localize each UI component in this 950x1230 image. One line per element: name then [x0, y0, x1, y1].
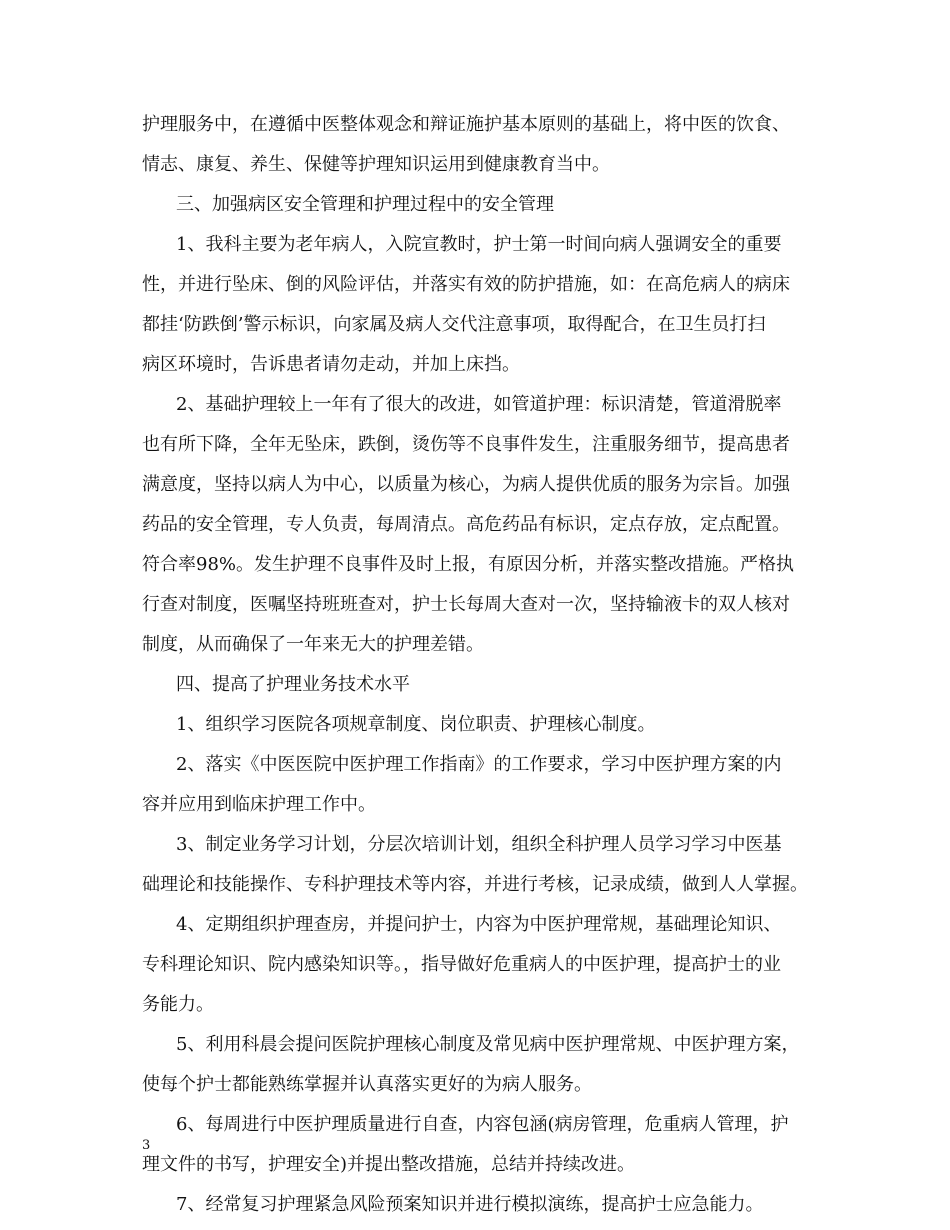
text-line: 符合率98%。发生护理不良事件及时上报，有原因分析，并落实整改措施。严格执 [142, 554, 795, 575]
text-line: 6、每周进行中医护理质量进行自查，内容包涵(病房管理，危重病人管理，护 [176, 1114, 789, 1135]
text-line: 药品的安全管理，专人负责，每周清点。高危药品有标识，定点存放，定点配置。 [142, 514, 790, 535]
text-line: 行查对制度，医嘱坚持班班查对，护士长每周大查对一次，坚持输液卡的双人核对 [142, 594, 790, 615]
text-line: 病区环境时，告诉患者请勿走动，并加上床挡。 [142, 354, 520, 375]
text-line: 7、经常复习护理紧急风险预案知识并进行模拟演练，提高护士应急能力。 [176, 1194, 764, 1215]
text-line: 3、制定业务学习计划，分层次培训计划，组织全科护理人员学习学习中医基 [176, 834, 782, 855]
text-line: 务能力。 [142, 994, 214, 1015]
text-line: 4、定期组织护理查房，并提问护士，内容为中医护理常规，基础理论知识、 [176, 914, 782, 935]
text-line: 满意度，坚持以病人为中心，以质量为核心，为病人提供优质的服务为宗旨。加强 [142, 474, 790, 495]
text-line: 护理服务中，在遵循中医整体观念和辩证施护基本原则的基础上，将中医的饮食、 [142, 114, 790, 135]
text-line: 容并应用到临床护理工作中。 [142, 794, 376, 815]
text-line: 2、基础护理较上一年有了很大的改进，如管道护理：标识清楚，管道滑脱率 [176, 394, 782, 415]
text-line: 2、落实《中医医院中医护理工作指南》的工作要求，学习中医护理方案的内 [176, 754, 782, 775]
text-line: 情志、康复、养生、保健等护理知识运用到健康教育当中。 [142, 154, 610, 175]
text-line: 制度，从而确保了一年来无大的护理差错。 [142, 634, 484, 655]
text-line: 5、利用科晨会提问医院护理核心制度及常见病中医护理常规、中医护理方案， [176, 1034, 800, 1055]
text-line: 础理论和技能操作、专科护理技术等内容，并进行考核，记录成绩，做到人人掌握。 [142, 874, 808, 895]
text-line: 使每个护士都能熟练掌握并认真落实更好的为病人服务。 [142, 1074, 592, 1095]
text-line: 也有所下降，全年无坠床，跌倒，烫伤等不良事件发生，注重服务细节，提高患者 [142, 434, 790, 455]
page-number: 3 [142, 1138, 151, 1153]
text-line: 专科理论知识、院内感染知识等。，指导做好危重病人的中医护理，提高护士的业 [142, 954, 781, 975]
text-line: 1、组织学习医院各项规章制度、岗位职责、护理核心制度。 [176, 714, 656, 735]
text-line: 1、我科主要为老年病人，入院宣教时，护士第一时间向病人强调安全的重要 [176, 234, 782, 255]
text-line: 理文件的书写，护理安全)并提出整改措施，总结并持续改进。 [142, 1154, 636, 1175]
text-line: 性，并进行坠床、倒的风险评估，并落实有效的防护措施，如：在高危病人的病床 [142, 274, 790, 295]
section-heading: 四、提高了护理业务技术水平 [176, 674, 410, 695]
text-line: 都挂‘防跌倒’警示标识，向家属及病人交代注意事项，取得配合，在卫生员打扫 [142, 314, 766, 335]
section-heading: 三、加强病区安全管理和护理过程中的安全管理 [176, 194, 554, 215]
